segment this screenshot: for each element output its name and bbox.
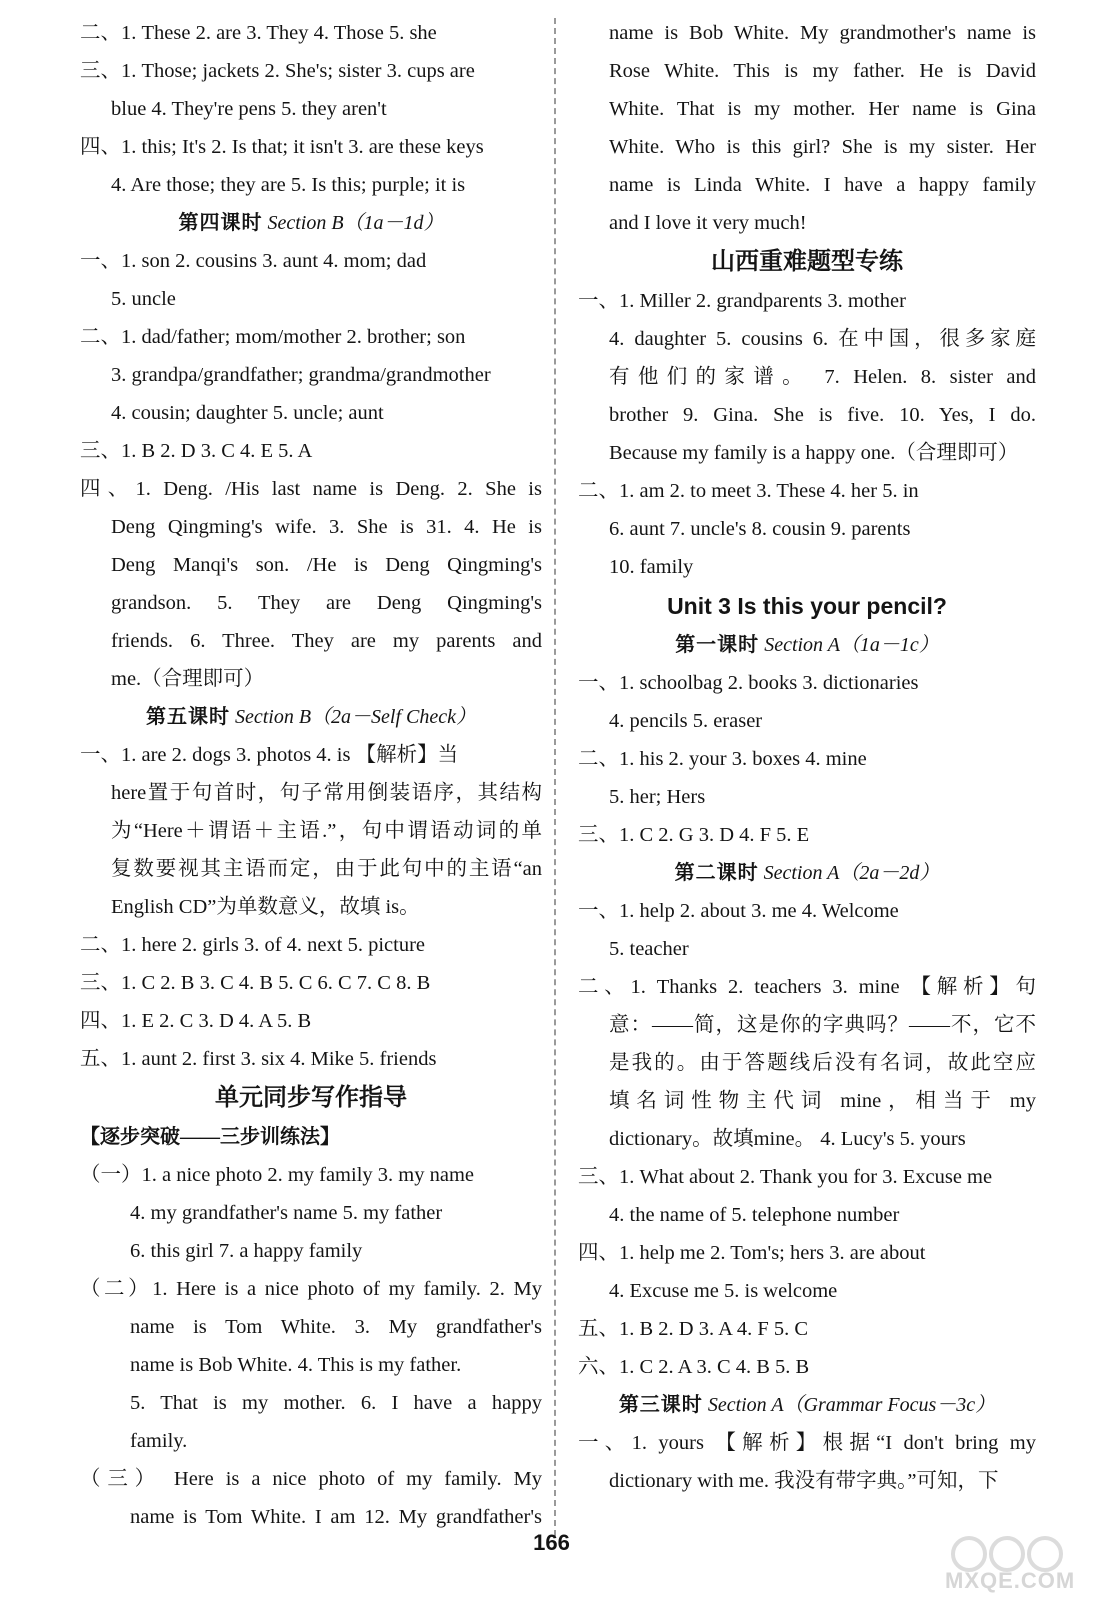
answer-line: and I love it very much! [609,212,807,234]
lesson-heading [578,1386,1036,1424]
answer-line: family. [130,1430,188,1452]
answer-line: 4. my grandfather's name 5. my father [130,1202,443,1224]
answer-line: 意：——简，这是你的字典吗？——不，它不 [609,1014,1036,1036]
answer-line: 三、1. C 2. B 3. C 4. B 5. C 6. C 7. C 8. B [80,972,431,994]
answer-line: 二、1. Thanks 2. teachers 3. mine 【解析】句 [578,976,1036,998]
answer-line: 4. Are those; they are 5. Is this; purple; it is [111,174,466,196]
answer-line: Because my family is a happy one.（合理即可） [609,442,1019,464]
answer-line: 有他们的家谱。 7. Helen. 8. sister and [609,366,1036,388]
answer-line: 复数要视其主语而定，由于此句中的主语“an [111,858,542,880]
answer-line: 是我的。由于答题线后没有名词，故此空应 [609,1052,1036,1074]
lesson-title: 第四课时 [178,212,263,234]
answer-line: 二、1. dad/father; mom/mother 2. brother; son [80,326,466,348]
answer-line: blue 4. They're pens 5. they aren't [111,98,387,120]
answer-line: dictionary。故填mine。 4. Lucy's 5. yours [609,1128,966,1150]
answer-line: name is Bob White. My grandmother's name is [609,22,1036,44]
answer-line: 二、1. his 2. your 3. boxes 4. mine [578,748,867,770]
lesson-title: 第五课时 [145,706,230,728]
answer-line: English CD”为单数意义，故填 is。 [111,896,420,918]
lesson-section: Section A（1a－1c） [764,634,939,656]
lesson-title: 第三课时 [618,1394,703,1416]
section-title: 单元同步写作指导 [215,1085,407,1111]
lesson-heading [80,204,542,242]
answer-line: 四、1. this; It's 2. Is that; it isn't 3. are these keys [80,136,484,158]
lesson-section: Section B（1a－1d） [267,212,444,234]
watermark-logo [939,1532,1089,1594]
answer-column-right [578,14,1036,1500]
answer-line: 6. aunt 7. uncle's 8. cousin 9. parents [609,518,911,540]
answer-line: （三） Here is a nice photo of my family. My [80,1468,542,1490]
answer-line: 四、1. Deng. /His last name is Deng. 2. She is [80,478,542,500]
answer-line: here置于句首时，句子常用倒装语序，其结构 [111,782,542,804]
answer-line: 5. uncle [111,288,176,310]
answer-line: name is Tom White. I am 12. My grandfather's [130,1506,542,1528]
answer-line: 4. Excuse me 5. is welcome [609,1280,838,1302]
answer-line: 三、1. B 2. D 3. C 4. E 5. A [80,440,313,462]
answer-line: dictionary with me. 我没有带字典。”可知，下 [609,1470,999,1492]
answer-line: brother 9. Gina. She is five. 10. Yes, I do. [609,404,1036,426]
answer-line: 一、1. Miller 2. grandparents 3. mother [578,290,906,312]
answer-column-left [80,14,542,1536]
section-title: 山西重难题型专练 [711,249,903,275]
answer-line: 一、1. are 2. dogs 3. photos 4. is 【解析】当 [80,744,459,766]
answer-line: 4. cousin; daughter 5. uncle; aunt [111,402,384,424]
answer-line: name is Linda White. I have a happy family [609,174,1036,196]
answer-line: 五、1. B 2. D 3. A 4. F 5. C [578,1318,809,1340]
lesson-heading [578,854,1036,892]
answer-line: 一、1. yours 【解析】根据“I don't bring my [578,1432,1036,1454]
lesson-heading [80,698,542,736]
answer-line: 5. her; Hers [609,786,706,808]
answer-line: 五、1. aunt 2. first 3. six 4. Mike 5. friends [80,1048,437,1070]
answer-line: （一）1. a nice photo 2. my family 3. my name [80,1164,474,1186]
answer-line: White. That is my mother. Her name is Gina [609,98,1036,120]
answer-line: 填名词性物主代词 mine，相当于 my [609,1090,1036,1112]
answer-line: me.（合理即可） [111,668,265,690]
answer-line: 10. family [609,556,694,578]
column-divider [554,18,556,1536]
answer-line: 5. teacher [609,938,689,960]
answer-line: 六、1. C 2. A 3. C 4. B 5. B [578,1356,810,1378]
lesson-title: 第二课时 [674,862,759,884]
subsection-title: 【逐步突破——三步训练法】 [80,1126,340,1148]
answer-line: 为“Here＋谓语＋主语.”，句中谓语动词的单 [111,820,542,842]
page-number: 166 [533,1530,570,1555]
answer-line: 一、1. son 2. cousins 3. aunt 4. mom; dad [80,250,427,272]
lesson-section: Section A（2a－2d） [763,862,940,884]
answer-line: 4. daughter 5. cousins 6. 在中国，很多家庭 [609,328,1036,350]
answer-line: White. Who is this girl? She is my sister. Her [609,136,1036,158]
lesson-section: Section A（Grammar Focus－3c） [707,1394,996,1416]
answer-line: Deng Qingming's wife. 3. She is 31. 4. He is [111,516,542,538]
answer-line: grandson. 5. They are Deng Qingming's [111,592,542,614]
answer-line: 二、1. am 2. to meet 3. These 4. her 5. in [578,480,919,502]
answer-line: Deng Manqi's son. /He is Deng Qingming's [111,554,542,576]
answer-line: name is Tom White. 3. My grandfather's [130,1316,542,1338]
unit-title: Unit 3 Is this your pencil? [667,593,947,619]
answer-line: 一、1. schoolbag 2. books 3. dictionaries [578,672,919,694]
answer-line: name is Bob White. 4. This is my father. [130,1354,462,1376]
answer-line: 5. That is my mother. 6. I have a happy [130,1392,542,1414]
answer-line: 3. grandpa/grandfather; grandma/grandmother [111,364,491,386]
answer-line: 三、1. C 2. G 3. D 4. F 5. E [578,824,810,846]
answer-line: 一、1. help 2. about 3. me 4. Welcome [578,900,899,922]
lesson-title: 第一课时 [675,634,760,656]
lesson-section: Section B（2a－Self Check） [234,706,477,728]
answer-line: 四、1. E 2. C 3. D 4. A 5. B [80,1010,312,1032]
answer-line: 三、1. Those; jackets 2. She's; sister 3. cups are [80,60,475,82]
answer-line: Rose White. This is my father. He is David [609,60,1036,82]
answer-line: 6. this girl 7. a happy family [130,1240,363,1262]
watermark-text: MXQE.COM [945,1568,1076,1593]
answer-line: 二、1. here 2. girls 3. of 4. next 5. picture [80,934,426,956]
answer-line: 三、1. What about 2. Thank you for 3. Excuse me [578,1166,993,1188]
answer-line: （二）1. Here is a nice photo of my family. 2. My [80,1278,542,1300]
answer-line: 4. pencils 5. eraser [609,710,763,732]
answer-line: 二、1. These 2. are 3. They 4. Those 5. she [80,22,437,44]
lesson-heading [578,626,1036,664]
answer-line: 四、1. help me 2. Tom's; hers 3. are about [578,1242,926,1264]
answer-line: 4. the name of 5. telephone number [609,1204,900,1226]
answer-line: friends. 6. Three. They are my parents and [111,630,542,652]
